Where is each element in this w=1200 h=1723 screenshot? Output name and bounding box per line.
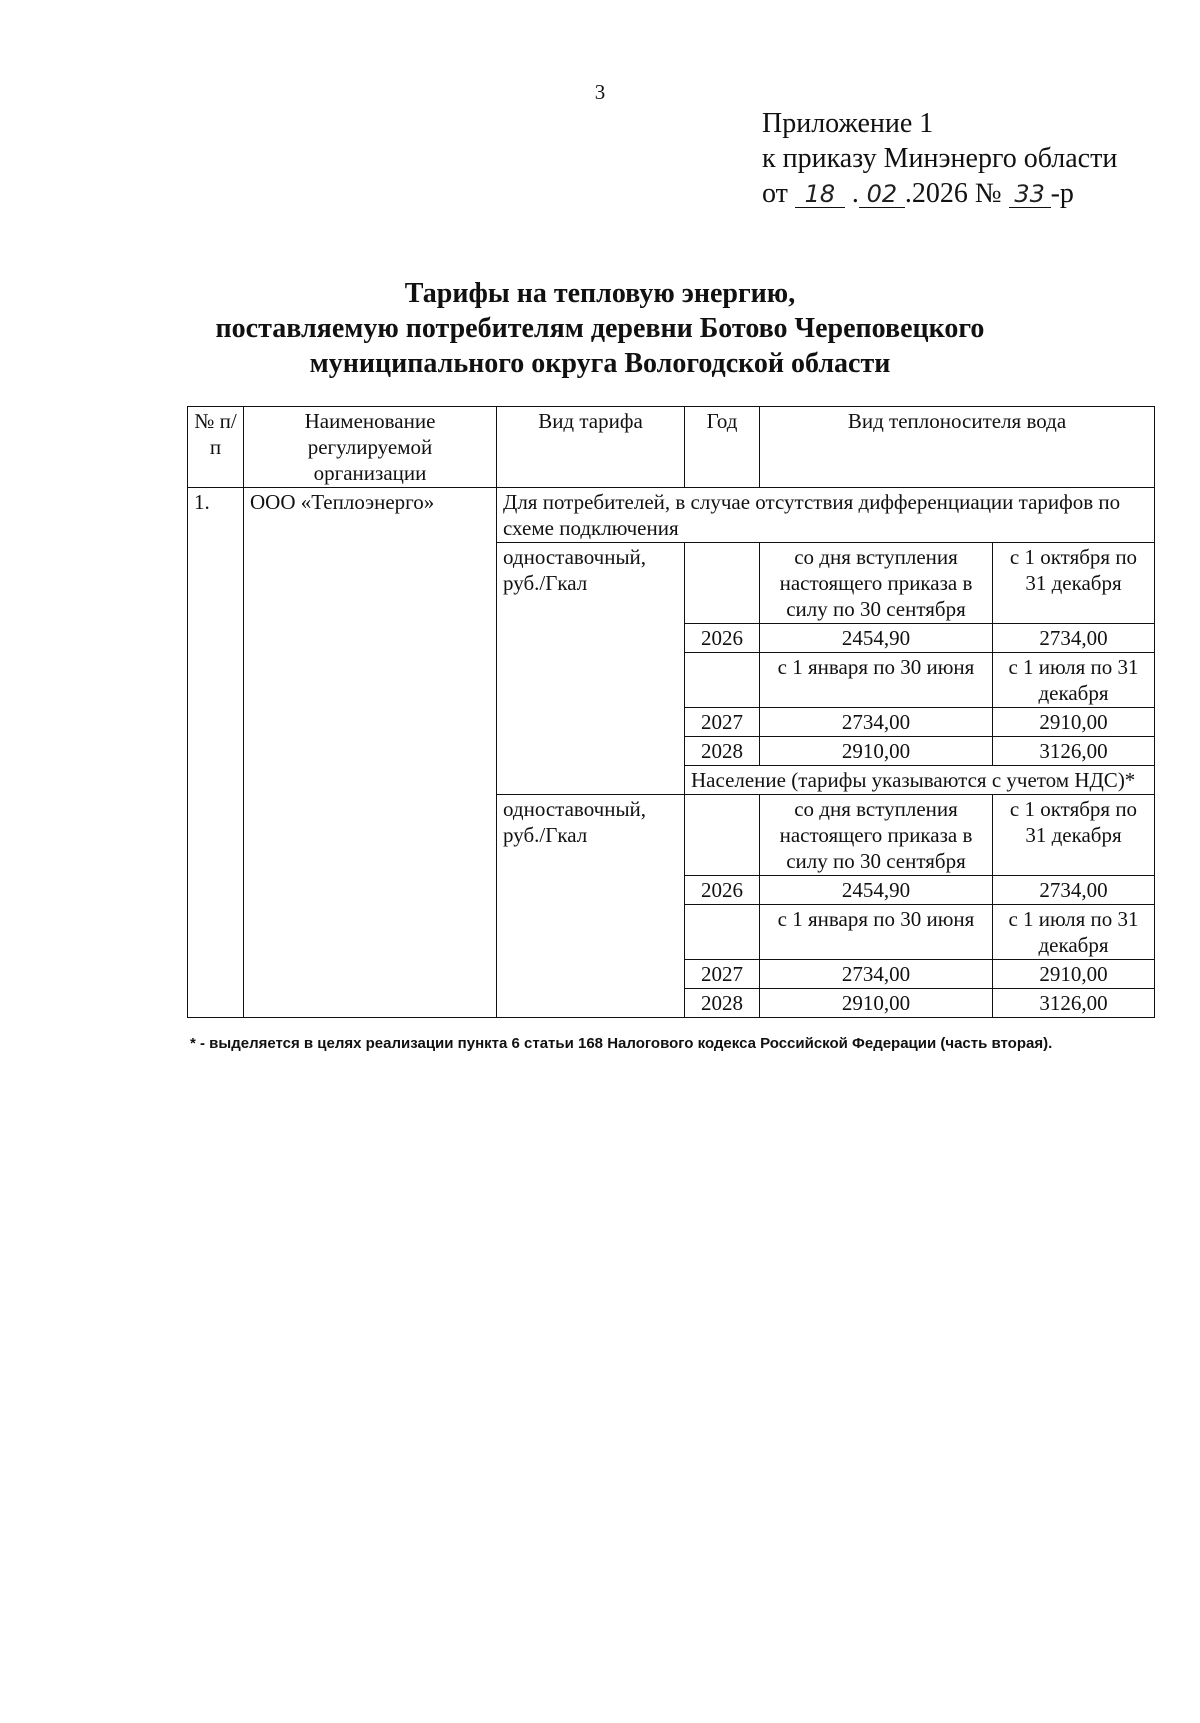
- document-title: [0, 276, 1200, 381]
- group-2-year-2026: 2026: [685, 876, 760, 905]
- group-1-year-2027: 2027: [685, 708, 760, 737]
- group-1-value-2026a: 2454,90: [760, 624, 993, 653]
- group-1-value-2027a: 2734,00: [760, 708, 993, 737]
- footnote: * - выделяется в целях реализации пункта 6 статьи 168 Налогового кодекса Российской Федерации (часть вторая).: [190, 1035, 1053, 1052]
- group-1-year-empty-2: [685, 653, 760, 708]
- appendix-date-line: [762, 176, 1117, 211]
- group-1-year-2028: 2028: [685, 737, 760, 766]
- group-2-period-2a: с 1 января по 30 июня: [760, 905, 993, 960]
- page-number: 3: [594, 80, 606, 104]
- appendix-dot: .: [844, 178, 859, 209]
- group-2-period-2b: с 1 июля по 31 декабря: [993, 905, 1155, 960]
- group-2-year-empty-2: [685, 905, 760, 960]
- group-2-title: Население (тарифы указываются с учетом НДС)*: [685, 766, 1155, 795]
- header-year: Год: [685, 407, 760, 488]
- group-2-year-2027: 2027: [685, 960, 760, 989]
- group-1-period-1b: с 1 октября по 31 декабря: [993, 543, 1155, 624]
- appendix-number-suffix: -р: [1050, 178, 1074, 209]
- table-row: [188, 488, 1155, 543]
- group-2-value-2028a: 2910,00: [760, 989, 993, 1018]
- group-1-value-2028a: 2910,00: [760, 737, 993, 766]
- group-2-year-empty-1: [685, 795, 760, 876]
- header-org: Наименование регулируемой организации: [244, 407, 497, 488]
- group-1-tariff-name: одноставочный, руб./Гкал: [497, 543, 685, 795]
- group-2-period-1a: со дня вступления настоящего приказа в силу по 30 сентября: [760, 795, 993, 876]
- header-tariff-type: Вид тарифа: [497, 407, 685, 488]
- group-1-value-2028b: 3126,00: [993, 737, 1155, 766]
- row-num: 1.: [188, 488, 244, 1018]
- group-1-value-2027b: 2910,00: [993, 708, 1155, 737]
- title-line-1: Тарифы на тепловую энергию,: [404, 278, 796, 309]
- group-1-year-empty-1: [685, 543, 760, 624]
- appendix-title: Приложение 1: [762, 108, 934, 139]
- table-header-row: [188, 407, 1155, 488]
- title-line-3: муниципального округа Вологодской области: [309, 348, 891, 379]
- title-line-2: поставляемую потребителям деревни Ботово Череповецкого: [215, 313, 985, 344]
- appendix-day: 18: [795, 181, 845, 208]
- appendix-order-ref: к приказу Минэнерго области: [762, 143, 1118, 174]
- group-1-period-2a: с 1 января по 30 июня: [760, 653, 993, 708]
- appendix-month: 02: [859, 181, 905, 208]
- group-2-value-2026a: 2454,90: [760, 876, 993, 905]
- group-1-period-2b: с 1 июля по 31 декабря: [993, 653, 1155, 708]
- group-1-period-1a: со дня вступления настоящего приказа в силу по 30 сентября: [760, 543, 993, 624]
- tariffs-table: [187, 406, 1155, 1018]
- group-2-value-2027a: 2734,00: [760, 960, 993, 989]
- appendix-number: 33: [1009, 181, 1051, 208]
- group-2-value-2027b: 2910,00: [993, 960, 1155, 989]
- group-2-period-1b: с 1 октября по 31 декабря: [993, 795, 1155, 876]
- group-1-value-2026b: 2734,00: [993, 624, 1155, 653]
- header-num: № п/п: [188, 407, 244, 488]
- group-1-year-2026: 2026: [685, 624, 760, 653]
- group-2-value-2028b: 3126,00: [993, 989, 1155, 1018]
- row-org: ООО «Теплоэнерго»: [244, 488, 497, 1018]
- appendix-block: [762, 106, 1117, 211]
- group-2-year-2028: 2028: [685, 989, 760, 1018]
- group-2-value-2026b: 2734,00: [993, 876, 1155, 905]
- appendix-from-label: от: [762, 178, 788, 209]
- appendix-year: .2026 №: [904, 178, 1002, 209]
- group-2-tariff-name: одноставочный, руб./Гкал: [497, 795, 685, 1018]
- header-carrier: Вид теплоносителя вода: [760, 407, 1155, 488]
- group-1-title: Для потребителей, в случае отсутствия дифференциации тарифов по схеме подключения: [497, 488, 1155, 543]
